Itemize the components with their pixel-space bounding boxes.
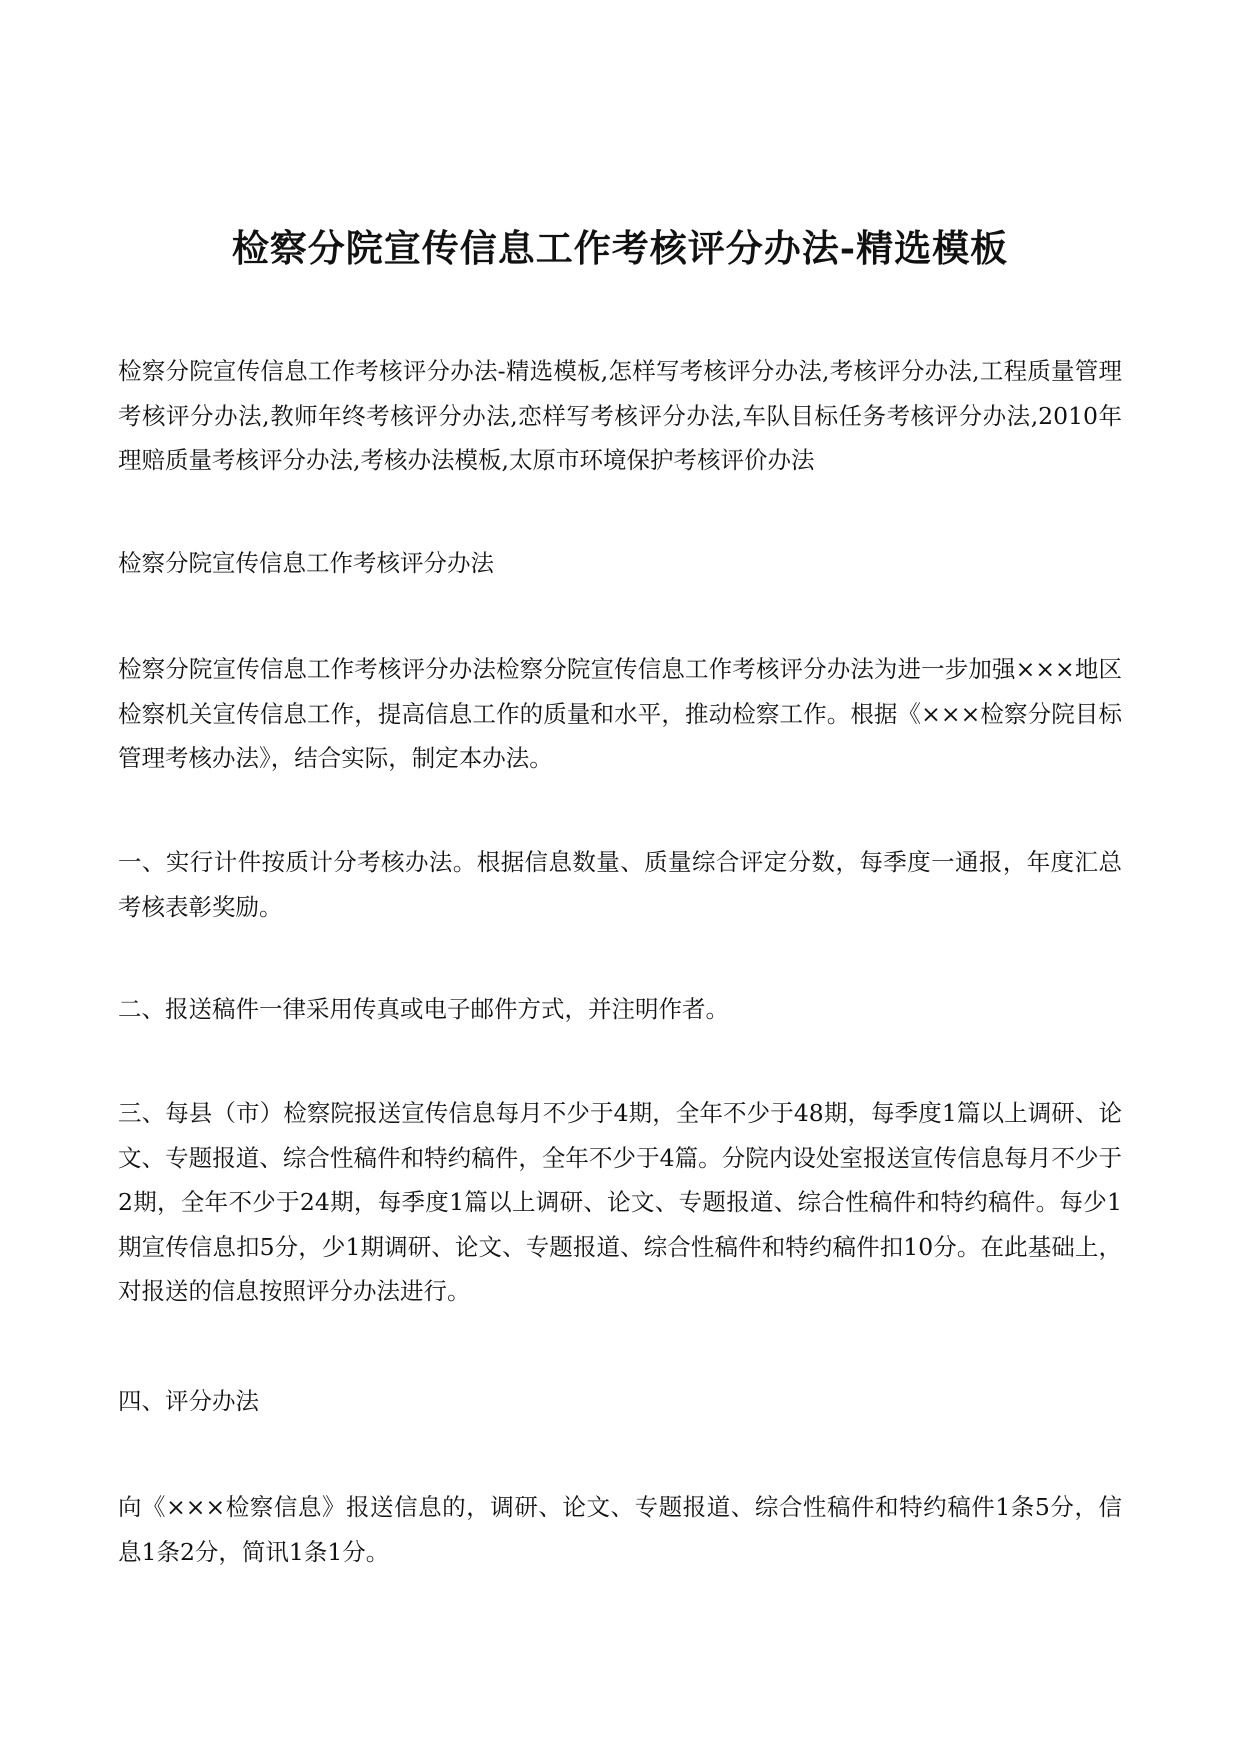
clause-3-paragraph: 三、每县（市）检察院报送宣传信息每月不少于4期，全年不少于48期，每季度1篇以上调研、论文、专题报道、综合性稿件和特约稿件，全年不少于4篇。分院内设处室报送宣传信息每月不少于2期，全年不少于24期，每季度1篇以上调研、论文、专题报道、综合性稿件和特约稿件。每少1期宣传信息扣5分，少1期调研、论文、专题报道、综合性稿件和特约稿件扣10分。在此基础上，对报送的信息按照评分办法进行。 — [118, 1099, 1122, 1305]
clause-1-paragraph: 一、实行计件按质计分考核办法。根据信息数量、质量综合评定分数，每季度一通报，年度汇总考核表彰奖励。 — [118, 848, 1122, 921]
keywords-paragraph: 检察分院宣传信息工作考核评分办法-精选模板,怎样写考核评分办法,考核评分办法,工程质量管理考核评分办法,教师年终考核评分办法,恋样写考核评分办法,车队目标任务考核评分办法,2010年理赔质量考核评分办法,考核办法模板,太原市环境保护考核评价办法 — [118, 357, 1122, 474]
clause-4-heading: 四、评分办法 — [118, 1387, 259, 1415]
section-subheading: 检察分院宣传信息工作考核评分办法 — [118, 549, 494, 577]
scoring-rules-paragraph: 向《×××检察信息》报送信息的，调研、论文、专题报道、综合性稿件和特约稿件1条5分，信息1条2分，简讯1条1分。 — [118, 1493, 1122, 1566]
intro-paragraph: 检察分院宣传信息工作考核评分办法检察分院宣传信息工作考核评分办法为进一步加强×××地区检察机关宣传信息工作，提高信息工作的质量和水平，推动检察工作。根据《×××检察分院目标管理考核办法》，结合实际，制定本办法。 — [118, 655, 1122, 772]
document-title: 检察分院宣传信息工作考核评分办法-精选模板 — [231, 226, 1009, 270]
clause-2-paragraph: 二、报送稿件一律采用传真或电子邮件方式，并注明作者。 — [118, 995, 729, 1023]
